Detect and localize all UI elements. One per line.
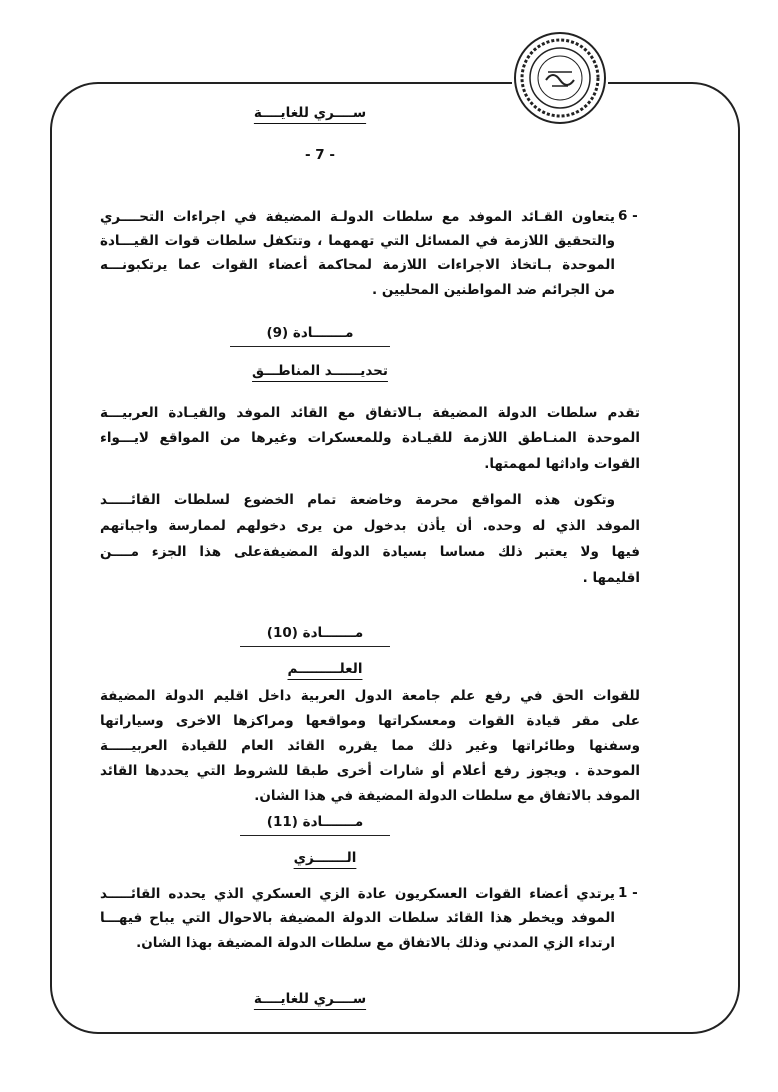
item6-line: والتحقيق اللازمة في المسائل التي تهمهما ، وتتكفل سلطات قوات القيـــادة: [100, 233, 615, 249]
page-number: - 7 -: [304, 147, 336, 163]
article-9-subtitle: تحديــــــد المناطـــق: [252, 363, 388, 379]
arab-league-emblem-icon: [512, 30, 608, 126]
article-10-subtitle: العلـــــــــم: [287, 661, 363, 677]
item1-line: ارتداء الزي المدني وذلك بالاتفاق مع سلطات الدولة المضيفة بهذا الشان.: [136, 935, 615, 951]
item6-line: يتعاون القـائد الموفد مع سلطات الدولـة المضيفة في اجراءات التحــــري: [100, 209, 615, 225]
paragraph-line: القوات واداثها لمهمتها.: [484, 456, 640, 472]
article-11-subtitle: الـــــــزي: [293, 850, 357, 866]
paragraph-line: وسفنها وطائراتها وغير ذلك مما يقرره القائد العام للقيادة العربيـــــة: [100, 738, 640, 754]
classification-header: ســــري للغايــــة: [253, 105, 367, 121]
item1-line: الموفد ويخطر هذا القائد سلطات الدولة المضيفة بالاحوال التي يباح فيهـــا: [100, 910, 615, 926]
paragraph-line: الموفد بالاتفاق مع سلطات الدولة المضيفة في هذا الشان.: [254, 788, 640, 804]
item6-line: الموحدة بـاتخاذ الاجراءات اللازمة لمحاكمة أعضاء القوات عما يرتكبونـــه: [100, 257, 615, 273]
item6-line: من الجرائم ضد المواطنين المحليين .: [372, 282, 615, 298]
paragraph-line: اقليمها .: [582, 570, 640, 586]
classification-footer: ســــري للغايــــة: [253, 991, 367, 1007]
paragraph-line: وتكون هذه المواقع محرمة وخاضعة تمام الخضوع لسلطات القائـــــد: [100, 492, 615, 508]
paragraph-line: الموحدة . ويجوز رفع أعلام أو شارات أخرى طبقا للشروط التي يحددها القائد: [100, 763, 640, 779]
paragraph-line: الموحدة المنـاطق اللازمة للقيـادة وللمعسكرات وغيرها من المواقع لايـــواء: [100, 430, 640, 446]
item1-line: يرتدي أعضاء القوات العسكريون عادة الزي العسكري الذي يحدده القائـــــد: [100, 886, 615, 902]
paragraph-line: للقوات الحق في رفع علم جامعة الدول العربية داخل اقليم الدولة المضيفة: [100, 688, 640, 704]
article-9-title: مـــــــادة (9): [230, 324, 390, 347]
article-11-title: مـــــــادة (11): [240, 813, 390, 836]
paragraph-line: الموفد الذي له وحده. أن يأذن بدخول من يرى دخولهم لممارسة واجباتهم: [100, 518, 640, 534]
item-number: 1 -: [618, 885, 638, 901]
article-10-title: مـــــــادة (10): [240, 624, 390, 647]
paragraph-line: فيها ولا يعتبر ذلك مساسا بسيادة الدولة المضيفةعلى هذا الجزء مــــن: [100, 544, 640, 560]
paragraph-line: على مقر قيادة القوات ومعسكراتها ومواقعها ومراكزها الاخرى وسياراتها: [100, 713, 640, 729]
paragraph-line: تقدم سلطات الدولة المضيفة بـالاتفاق مع القائد الموفد والقيـادة العربيـــة: [100, 405, 640, 421]
item-number: 6 -: [618, 208, 638, 224]
